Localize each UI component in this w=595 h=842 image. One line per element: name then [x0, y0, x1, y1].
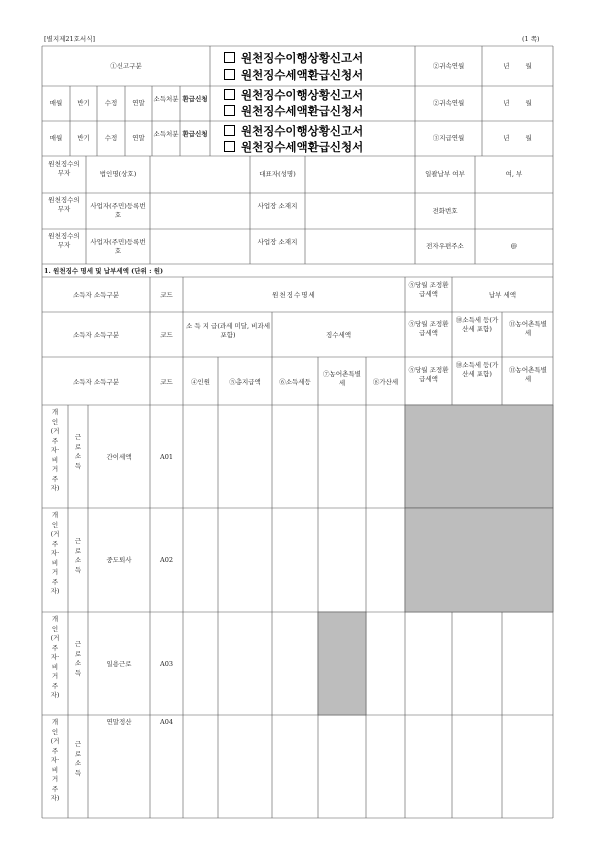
col-income-paid: 소 득 지 급(과세 미달, 비과세 포함): [186, 322, 271, 339]
kind-monthly: 매월: [49, 134, 63, 142]
row-code: A01: [160, 453, 173, 461]
col-refund-adjust: ⑤당월 조정환급세액: [408, 320, 449, 337]
business-address-label: 사업장 소재지: [257, 202, 298, 210]
col-rural-tax: ⑪농어촌특별세: [509, 320, 547, 337]
income-type-wage: 근로소득: [74, 433, 82, 470]
report-option-1b[interactable]: 원천징수세액환급신청서: [224, 68, 363, 82]
report-option-1a[interactable]: 원천징수이행상황신고서: [224, 51, 363, 65]
col-total-paid: ⑤총지급액: [229, 378, 261, 386]
col-rural-tax: ⑪농어촌특별세: [509, 366, 547, 383]
income-type-wage: 근로소득: [74, 740, 82, 777]
col-refund-adjust: ⑤당월 조정환급세액: [408, 366, 449, 383]
kind-yearend: 연말: [132, 134, 145, 142]
checkbox-icon[interactable]: [224, 125, 235, 136]
checkbox-icon[interactable]: [224, 105, 235, 116]
report-option-2a[interactable]: 원천징수이행상황신고서: [224, 88, 363, 102]
kind-amend: 수정: [104, 99, 118, 107]
kind-half: 반기: [77, 99, 90, 107]
report-option-3b[interactable]: 원천징수세액환급신청서: [224, 140, 363, 154]
col-income-category: 소득자 소득구분: [72, 378, 120, 386]
col-refund-adjust: ⑤당월 조정환급세액: [408, 281, 449, 298]
report-option-3a[interactable]: 원천징수이행상황신고서: [224, 124, 363, 138]
email-label: 전자우편주소: [426, 242, 464, 250]
group-resident: 개인(거주자·비거주자): [50, 408, 60, 492]
checkbox-icon[interactable]: [224, 69, 235, 80]
col-code: 코드: [160, 291, 173, 299]
agent-label: 원천징수의무자: [48, 160, 80, 177]
group-resident: 개인(거주자·비거주자): [50, 718, 60, 802]
agent-label: 원천징수의무자: [48, 232, 80, 249]
business-address-label: 사업장 소재지: [257, 238, 298, 246]
col-income-category: 소득자 소득구분: [72, 331, 120, 339]
report-type-label: ①신고구분: [110, 62, 142, 70]
group-resident: 개인(거주자·비거주자): [50, 511, 60, 595]
income-type-wage: 근로소득: [74, 640, 82, 677]
row-code: A02: [160, 556, 173, 564]
bulk-payment-value[interactable]: 여, 부: [505, 170, 523, 178]
col-code: 코드: [160, 331, 173, 339]
period-value-1: 년 월: [503, 62, 532, 70]
email-value[interactable]: @: [510, 242, 518, 250]
period-value-2: 년 월: [503, 99, 532, 107]
period-label-2: ②귀속연월: [432, 99, 465, 107]
col-rural-tax-7: ⑦농어촌특별세: [323, 370, 361, 387]
kind-amend: 수정: [104, 134, 118, 142]
agent-name-label: 법인명(상호): [99, 170, 137, 178]
income-type-wage: 근로소득: [74, 537, 82, 574]
period-label-3: ③지급연월: [432, 134, 465, 142]
col-tax-collected: 징수세액: [325, 331, 352, 339]
kind-disposal: 소득처분: [153, 130, 179, 138]
col-payment: 납부 세액: [488, 291, 517, 299]
col-income-tax-6: ⑥소득세등: [279, 378, 311, 386]
row-code: A03: [160, 660, 173, 668]
col-withholding-detail: 원천징수명세: [272, 291, 316, 299]
kind-half: 반기: [77, 134, 90, 142]
row-name: 연말정산: [106, 718, 132, 726]
col-income-tax: ⑩소득세 등(가산세 포함): [455, 361, 499, 378]
checkbox-icon[interactable]: [224, 89, 235, 100]
group-resident: 개인(거주자·비거주자): [50, 615, 60, 699]
kind-refund: 환급신청: [182, 130, 208, 138]
kind-monthly: 매월: [49, 99, 63, 107]
row-name: 중도퇴사: [106, 556, 132, 564]
page-number: (1 쪽): [522, 35, 540, 43]
bulk-payment-label: 일괄납부 여부: [425, 170, 465, 178]
col-persons: ④인원: [190, 378, 211, 386]
agent-label: 원천징수의무자: [48, 196, 80, 213]
row-code: A04: [160, 718, 173, 726]
kind-yearend: 연말: [132, 99, 145, 107]
form-number: [별지제21호서식]: [44, 35, 96, 43]
col-code: 코드: [160, 378, 173, 386]
reg-number-label: 사업자(주민)등록번호: [90, 202, 146, 219]
checkbox-icon[interactable]: [224, 52, 235, 63]
section-title: 1. 원천징수 명세 및 납부세액 (단위 : 원): [44, 267, 164, 275]
col-income-category: 소득자 소득구분: [72, 291, 120, 299]
representative-label: 대표자(성명): [259, 170, 296, 178]
kind-disposal: 소득처분: [153, 95, 179, 103]
kind-refund: 환급신청: [182, 95, 208, 103]
phone-label: 전화번호: [432, 207, 458, 215]
row-name: 간이세액: [106, 453, 132, 461]
col-penalty: ⑧가산세: [372, 378, 399, 386]
checkbox-icon[interactable]: [224, 141, 235, 152]
report-option-2b[interactable]: 원천징수세액환급신청서: [224, 104, 363, 118]
period-value-3: 년 월: [503, 134, 532, 142]
row-name: 일용근로: [106, 660, 132, 668]
reg-number-label: 사업자(주민)등록번호: [90, 238, 146, 255]
period-label-1: ②귀속연월: [432, 62, 465, 70]
col-income-tax: ⑩소득세 등(가산세 포함): [455, 316, 499, 333]
